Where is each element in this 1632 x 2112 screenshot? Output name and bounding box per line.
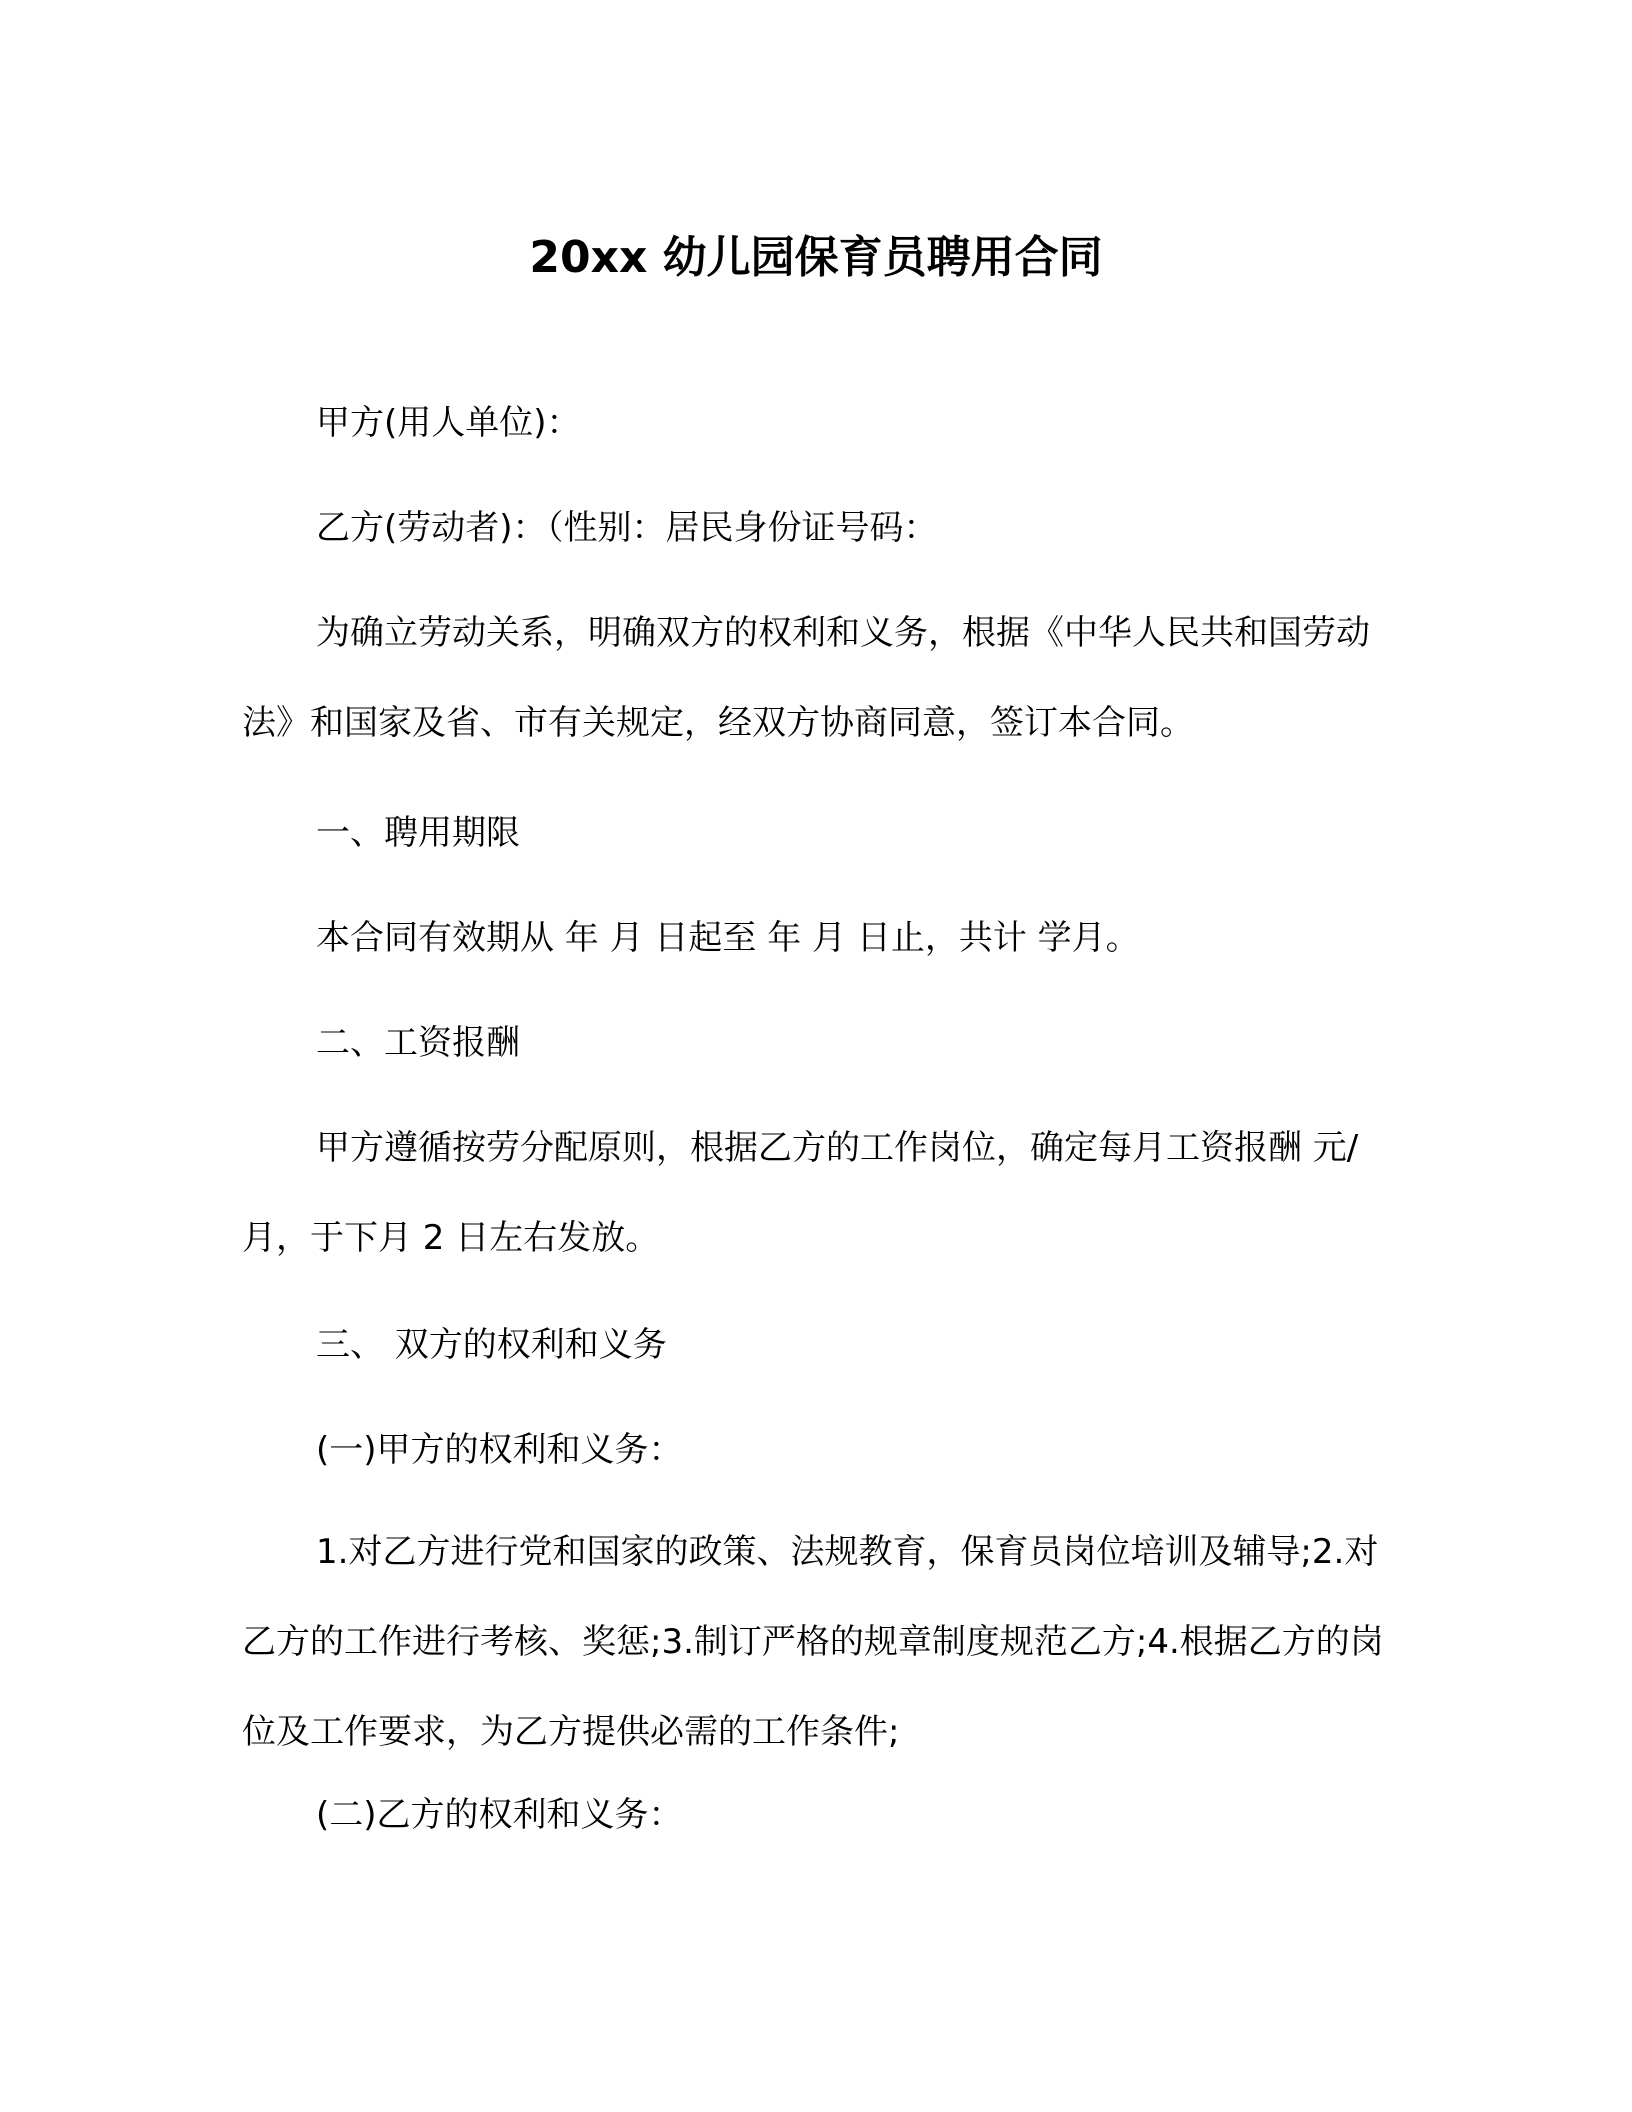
intro-paragraph: 为确立劳动关系，明确双方的权利和义务，根据《中华人民共和国劳动法》和国家及省、市有关规定，经双方协商同意，签订本合同。 xyxy=(242,613,1370,743)
section3-heading: 三、 双方的权利和义务 xyxy=(316,1325,667,1365)
section2-text: 甲方遵循按劳分配原则，根据乙方的工作岗位，确定每月工资报酬 元/月，于下月 2 日左右发放。 xyxy=(242,1128,1359,1258)
section3-sub1-text: 1.对乙方进行党和国家的政策、法规教育，保育员岗位培训及辅导;2.对乙方的工作进行考核、奖惩;3.制订严格的规章制度规范乙方;4.根据乙方的岗位及工作要求，为乙方提供必需的工作条件; xyxy=(242,1532,1384,1752)
section3-sub2-heading: (二)乙方的权利和义务： xyxy=(316,1795,683,1835)
party-b-line: 乙方(劳动者)：（性别：居民身份证号码： xyxy=(316,508,938,548)
section1-text: 本合同有效期从 年 月 日起至 年 月 日止，共计 学月。 xyxy=(316,918,1140,958)
document-title: 20xx 幼儿园保育员聘用合同 xyxy=(529,232,1103,283)
party-a-line: 甲方(用人单位)： xyxy=(316,403,581,443)
section2-heading: 二、工资报酬 xyxy=(316,1023,520,1063)
section1-heading: 一、聘用期限 xyxy=(316,813,520,853)
section3-sub1-heading: (一)甲方的权利和义务： xyxy=(316,1430,683,1470)
